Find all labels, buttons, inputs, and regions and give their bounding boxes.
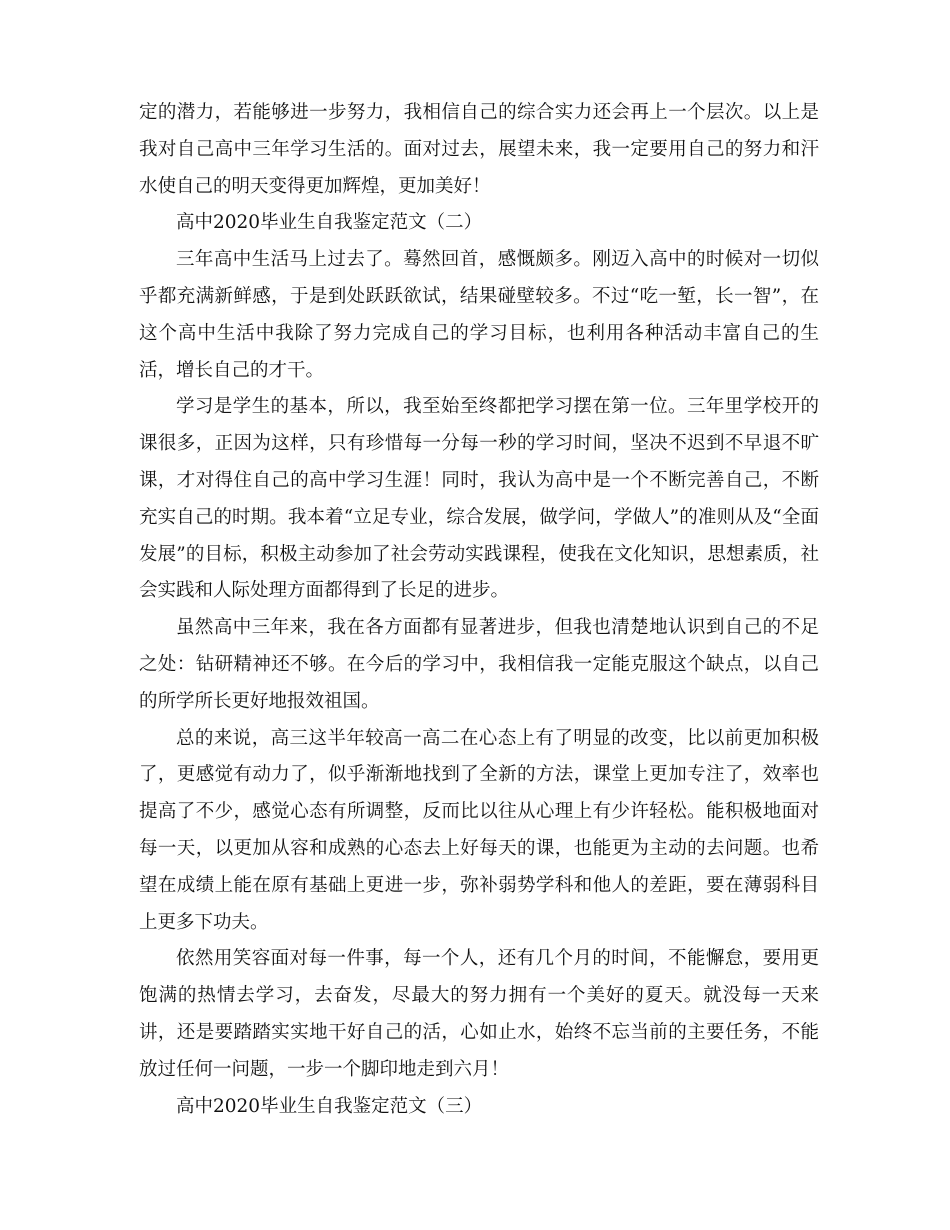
- document-page: [139, 95, 819, 1125]
- paragraph-continuation: 定的潜力，若能够进一步努力，我相信自己的综合实力还会再上一个层次。以上是我对自己高中三年学习生活的。面对过去，展望未来，我一定要用自己的努力和汗水使自己的明天变得更加辉煌，更加美好！: [139, 102, 819, 197]
- paragraph-intro: 三年高中生活马上过去了。蓦然回首，感慨颇多。刚迈入高中的时候对一切似乎都充满新鲜感，于是到处跃跃欲试，结果碰壁较多。不过“吃一堑，长一智”，在这个高中生活中我除了努力完成自己的学习目标，也利用各种活动丰富自己的生活，增长自己的才干。: [139, 249, 819, 381]
- section-heading-2: 高中2020毕业生自我鉴定范文（二）: [176, 212, 483, 234]
- paragraph-shortcoming: 虽然高中三年来，我在各方面都有显著进步，但我也清楚地认识到自己的不足之处：钻研精神还不够。在今后的学习中，我相信我一定能克服这个缺点，以自己的所学所长更好地报效祖国。: [139, 617, 819, 712]
- paragraph-study: 学习是学生的基本，所以，我至始至终都把学习摆在第一位。三年里学校开的课很多，正因为这样，只有珍惜每一分每一秒的学习时间，坚决不迟到不早退不旷课，才对得住自己的高中学习生涯！同时，我认为高中是一个不断完善自己，不断充实自己的时期。我本着“立足专业，综合发展，做学问，学做人”的准则从及“全面发展”的目标，积极主动参加了社会劳动实践课程，使我在文化知识，思想素质，社会实践和人际处理方面都得到了长足的进步。: [139, 396, 819, 602]
- section-heading-3: 高中2020毕业生自我鉴定范文（三）: [176, 1095, 483, 1117]
- paragraph-outlook: 依然用笑容面对每一件事，每一个人，还有几个月的时间，不能懈怠，要用更饱满的热情去学习，去奋发，尽最大的努力拥有一个美好的夏天。就没每一天来讲，还是要踏踏实实地干好自己的活，心如止水，始终不忘当前的主要任务，不能放过任何一问题，一步一个脚印地走到六月！: [139, 948, 819, 1080]
- paragraph-summary: 总的来说，高三这半年较高一高二在心态上有了明显的改变，比以前更加积极了，更感觉有动力了，似乎渐渐地找到了全新的方法，课堂上更加专注了，效率也提高了不少，感觉心态有所调整，反而比以往从心理上有少许轻松。能积极地面对每一天，以更加从容和成熟的心态去上好每天的课，也能更为主动的去问题。也希望在成绩上能在原有基础上更进一步，弥补弱势学科和他人的差距，要在薄弱科目上更多下功夫。: [139, 727, 819, 933]
